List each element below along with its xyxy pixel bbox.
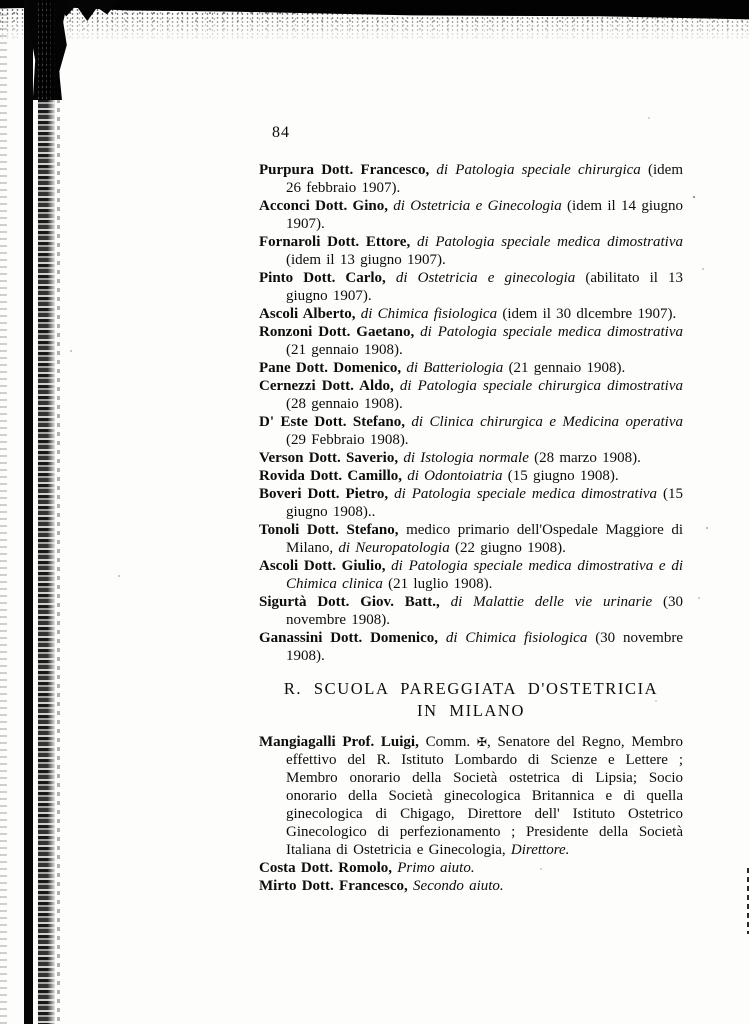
entry-text-roman: (28 marzo 1908). — [534, 450, 641, 466]
entry-text-bold: Costa Dott. Romolo, — [259, 860, 392, 876]
commendatore-cross-icon: ✠ — [476, 735, 487, 749]
entry-text-bold: Fornaroli Dott. Ettore, — [259, 234, 411, 250]
directory-entry — [259, 269, 683, 305]
section-heading-line2: IN MILANO — [417, 701, 525, 720]
text-column — [259, 161, 683, 895]
entry-text-italic: Secondo aiuto. — [407, 878, 504, 894]
scan-speck — [702, 268, 704, 270]
entry-text-bold: Rovida Dott. Camillo, — [259, 468, 402, 484]
entry-text-roman: medico primario dell'Ospedale Maggiore di Milano, — [286, 522, 683, 556]
entry-text-italic: di Patologia speciale medica dimostrativa — [410, 234, 683, 250]
entry-text-roman: (21 gennaio 1908). — [508, 360, 626, 376]
faculty-entry-list — [259, 161, 683, 665]
section-heading-line1: R. SCUOLA PAREGGIATA D'OSTETRICIA — [283, 679, 659, 698]
scan-speck — [118, 575, 120, 577]
directory-entry — [259, 449, 683, 467]
entry-text-roman: (30 novembre 1908). — [286, 630, 683, 664]
entry-text-bold: Purpura Dott. Francesco, — [259, 162, 430, 178]
entry-text-roman: (21 luglio 1908). — [388, 576, 493, 592]
entry-text-roman: (idem il 14 giugno 1907). — [286, 198, 683, 232]
entry-text-italic: di Chimica fisiologica — [438, 630, 596, 646]
entry-text-italic: di Patologia speciale medica dimostrativa — [414, 324, 683, 340]
entry-text-roman: (15 giugno 1908).. — [286, 486, 683, 520]
entry-text-italic: Primo aiuto. — [391, 860, 475, 876]
entry-text-bold: Cernezzi Dott. Aldo, — [259, 378, 394, 394]
entry-text-italic: di Batteriologia — [401, 360, 509, 376]
directory-entry — [259, 629, 683, 665]
entry-text-roman: (29 Febbraio 1908). — [286, 432, 409, 448]
entry-text-roman: (idem 26 febbraio 1907). — [286, 162, 683, 196]
entry-text-italic: di Clinica chirurgica e Medicina operativa — [404, 414, 683, 430]
entry-text-bold: Verson Dott. Saverio, — [259, 450, 399, 466]
entry-text-italic: di Malattie delle vie urinarie — [439, 594, 663, 610]
entry-text-bold: Acconci Dott. Gino, — [259, 198, 388, 214]
entry-text-bold: Ascoli Dott. Giulio, — [259, 558, 386, 574]
directory-entry — [259, 859, 683, 877]
directory-entry — [259, 413, 683, 449]
entry-text-italic: di Istologia normale — [398, 450, 535, 466]
entry-text-roman: (22 giugno 1908). — [454, 540, 566, 556]
entry-text-bold: Ascoli Alberto, — [259, 306, 356, 322]
scan-gutter-line — [24, 0, 33, 1024]
page-number: 84 — [272, 124, 290, 141]
entry-text-italic: di Patologia speciale medica dimostrativa e di Chimica clinica — [286, 558, 683, 592]
entry-text-italic: Direttore. — [510, 842, 570, 858]
scan-speck — [693, 196, 695, 198]
entry-text-bold: Tonoli Dott. Stefano, — [259, 522, 399, 538]
entry-text-roman: (abilitato il 13 giugno 1907). — [286, 270, 684, 304]
directory-entry — [259, 233, 683, 269]
entry-text-italic: di Patologia speciale chirurgica dimostrativa — [393, 378, 684, 394]
entry-text-bold: Mangiagalli Prof. Luigi, — [259, 734, 419, 750]
directory-entry — [259, 521, 683, 557]
entry-text-bold: Sigurtà Dott. Giov. Batt., — [259, 594, 440, 610]
scan-gutter-thin-line — [57, 0, 60, 1024]
directory-entry — [259, 359, 683, 377]
directory-entry — [259, 197, 683, 233]
entry-text-italic: di Chimica fisiologica — [355, 306, 503, 322]
entry-text-bold: Boveri Dott. Pietro, — [259, 486, 389, 502]
entry-text-roman: (30 novembre 1908). — [286, 594, 683, 628]
directory-entry — [259, 377, 683, 413]
directory-entry — [259, 305, 683, 323]
entry-text-roman: , Senatore del Regno, Membro effettivo del R. Istituto Lombardo di Scienze e Lettere ; Membro onorario della Società ostetrica di Lipsia; Socio onorario della Società ginecologica Britannica e di quella ginecologica di Chigago, Direttore dell' Istituto Ostetrico Ginecologico di perfezionamento ; Presidente della Società Italiana di Ostetricia e Ginecologia, — [286, 734, 683, 858]
directory-entry — [259, 467, 683, 485]
directory-entry — [259, 323, 683, 359]
entry-text-roman: (15 giugno 1908). — [507, 468, 619, 484]
entry-text-italic: di Ostetricia e Ginecologia — [387, 198, 568, 214]
entry-text-italic: di Ostetricia e ginecologia — [385, 270, 586, 286]
scan-left-edge-noise — [0, 0, 7, 1024]
directory-entry — [259, 877, 683, 895]
entry-text-bold: Ronzoni Dott. Gaetano, — [259, 324, 415, 340]
directory-entry — [259, 557, 683, 593]
scan-speck — [698, 597, 700, 599]
directory-entry — [259, 161, 683, 197]
section-heading — [259, 678, 683, 722]
entry-text-roman: Comm. — [418, 734, 477, 750]
entry-text-bold: Pinto Dott. Carlo, — [259, 270, 386, 286]
directory-entry — [259, 593, 683, 629]
entry-text-roman: (idem il 30 dlcembre 1907). — [502, 306, 677, 322]
scan-speck — [648, 117, 650, 119]
scan-speck — [70, 350, 72, 352]
entry-text-italic: di Patologia speciale chirurgica — [429, 162, 648, 178]
entry-text-roman: (idem il 13 giugno 1907). — [286, 252, 446, 268]
entry-text-roman: (21 gennaio 1908). — [286, 342, 403, 358]
entry-text-bold: Pane Dott. Domenico, — [259, 360, 402, 376]
entry-text-italic: di Patologia speciale medica dimostrativa — [388, 486, 663, 502]
entry-text-italic: di Odontoiatria — [402, 468, 508, 484]
entry-text-roman: (28 gennaio 1908). — [286, 396, 403, 412]
entry-text-bold: Ganassini Dott. Domenico, — [259, 630, 439, 646]
entry-text-bold: D' Este Dott. Stefano, — [259, 414, 405, 430]
scan-gutter-shadow — [38, 0, 55, 1024]
directory-entry — [259, 733, 683, 859]
directory-entry — [259, 485, 683, 521]
school-entry-list — [259, 733, 683, 895]
scan-speck — [706, 527, 708, 529]
entry-text-italic: di Neuropatologia — [338, 540, 455, 556]
entry-text-bold: Mirto Dott. Francesco, — [259, 878, 408, 894]
scan-top-noise — [0, 8, 749, 42]
